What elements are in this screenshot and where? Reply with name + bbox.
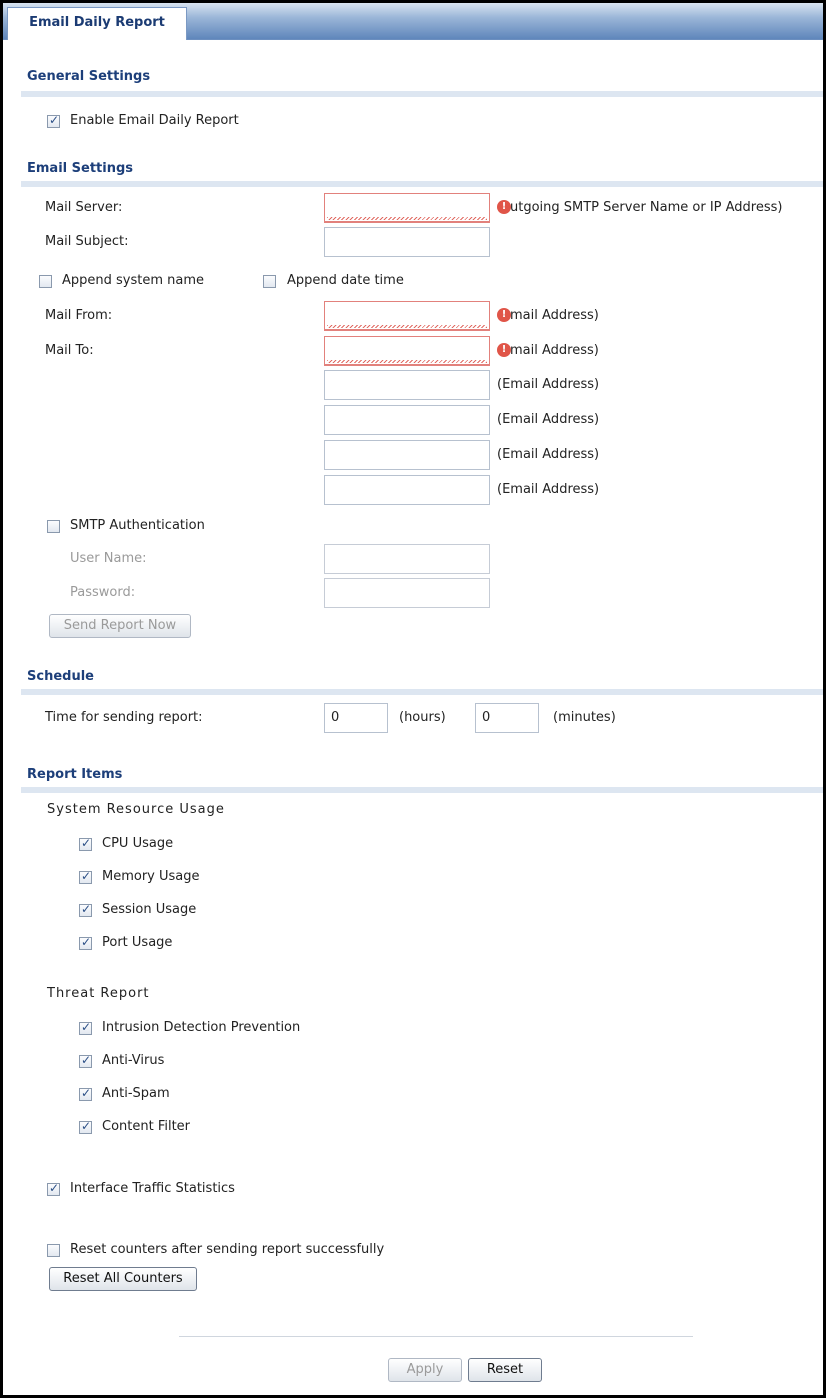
- port-usage-label: Port Usage: [102, 935, 173, 950]
- general-settings-title: General Settings: [27, 69, 151, 84]
- memory-usage-checkbox[interactable]: [79, 871, 92, 884]
- threat-report-title: Threat Report: [47, 986, 150, 1001]
- reset-button[interactable]: Reset: [468, 1358, 542, 1382]
- enable-email-daily-report-label: Enable Email Daily Report: [70, 113, 239, 128]
- minutes-unit: (minutes): [553, 710, 616, 725]
- mail-server-input[interactable]: [324, 193, 490, 223]
- content-filter-checkbox[interactable]: [79, 1121, 92, 1134]
- append-date-time-checkbox[interactable]: [263, 275, 276, 288]
- time-for-sending-label: Time for sending report:: [45, 710, 203, 725]
- mail-from-label: Mail From:: [45, 308, 113, 323]
- section-divider: [21, 787, 823, 793]
- mail-to-hint: mail Address): [510, 343, 599, 358]
- hours-input[interactable]: 0: [324, 703, 388, 733]
- password-input[interactable]: [324, 578, 490, 608]
- section-divider: [21, 689, 823, 695]
- error-icon: !: [497, 200, 511, 214]
- interface-traffic-statistics-label: Interface Traffic Statistics: [70, 1181, 235, 1196]
- idp-checkbox[interactable]: [79, 1022, 92, 1035]
- tab-email-daily-report[interactable]: Email Daily Report: [7, 7, 187, 40]
- schedule-title: Schedule: [27, 669, 94, 684]
- anti-virus-label: Anti-Virus: [102, 1053, 165, 1068]
- mail-to-input-4[interactable]: [324, 440, 490, 470]
- mail-to-input-2[interactable]: [324, 370, 490, 400]
- anti-spam-label: Anti-Spam: [102, 1086, 170, 1101]
- mail-to-hint-3: (Email Address): [497, 412, 600, 427]
- mail-to-hint-2: (Email Address): [497, 377, 600, 392]
- reset-counters-checkbox[interactable]: [47, 1244, 60, 1257]
- section-divider: [21, 181, 823, 187]
- email-settings-title: Email Settings: [27, 161, 133, 176]
- session-usage-label: Session Usage: [102, 902, 197, 917]
- section-divider: [21, 91, 823, 97]
- mail-to-input[interactable]: [324, 336, 490, 366]
- user-name-input[interactable]: [324, 544, 490, 574]
- tab-bar: [3, 3, 823, 40]
- footer-divider: [179, 1336, 693, 1337]
- error-icon: !: [497, 343, 511, 357]
- smtp-authentication-label: SMTP Authentication: [70, 518, 205, 533]
- memory-usage-label: Memory Usage: [102, 869, 200, 884]
- smtp-authentication-checkbox[interactable]: [47, 520, 60, 533]
- cpu-usage-checkbox[interactable]: [79, 838, 92, 851]
- anti-spam-checkbox[interactable]: [79, 1088, 92, 1101]
- mail-subject-input[interactable]: [324, 227, 490, 257]
- hours-unit: (hours): [399, 710, 446, 725]
- append-date-time-label: Append date time: [287, 273, 404, 288]
- mail-server-label: Mail Server:: [45, 200, 123, 215]
- send-report-now-button[interactable]: Send Report Now: [49, 614, 191, 638]
- mail-to-hint-4: (Email Address): [497, 447, 600, 462]
- append-system-name-label: Append system name: [62, 273, 205, 288]
- mail-from-hint: mail Address): [510, 308, 599, 323]
- apply-button[interactable]: Apply: [388, 1358, 462, 1382]
- mail-to-input-5[interactable]: [324, 475, 490, 505]
- system-resource-usage-title: System Resource Usage: [47, 802, 225, 817]
- error-icon: !: [497, 308, 511, 322]
- password-label: Password:: [70, 585, 136, 600]
- mail-subject-label: Mail Subject:: [45, 234, 129, 249]
- enable-email-daily-report-checkbox[interactable]: [47, 115, 60, 128]
- mail-to-input-3[interactable]: [324, 405, 490, 435]
- mail-to-label: Mail To:: [45, 343, 94, 358]
- mail-to-hint-5: (Email Address): [497, 482, 600, 497]
- user-name-label: User Name:: [70, 551, 147, 566]
- cpu-usage-label: CPU Usage: [102, 836, 174, 851]
- mail-server-hint: utgoing SMTP Server Name or IP Address): [510, 200, 783, 215]
- idp-label: Intrusion Detection Prevention: [102, 1020, 301, 1035]
- mail-from-input[interactable]: [324, 301, 490, 331]
- append-system-name-checkbox[interactable]: [39, 275, 52, 288]
- reset-counters-label: Reset counters after sending report successfully: [70, 1242, 385, 1257]
- minutes-input[interactable]: 0: [475, 703, 539, 733]
- report-items-title: Report Items: [27, 767, 123, 782]
- content-filter-label: Content Filter: [102, 1119, 191, 1134]
- session-usage-checkbox[interactable]: [79, 904, 92, 917]
- reset-all-counters-button[interactable]: Reset All Counters: [49, 1267, 197, 1291]
- interface-traffic-statistics-checkbox[interactable]: [47, 1183, 60, 1196]
- anti-virus-checkbox[interactable]: [79, 1055, 92, 1068]
- port-usage-checkbox[interactable]: [79, 937, 92, 950]
